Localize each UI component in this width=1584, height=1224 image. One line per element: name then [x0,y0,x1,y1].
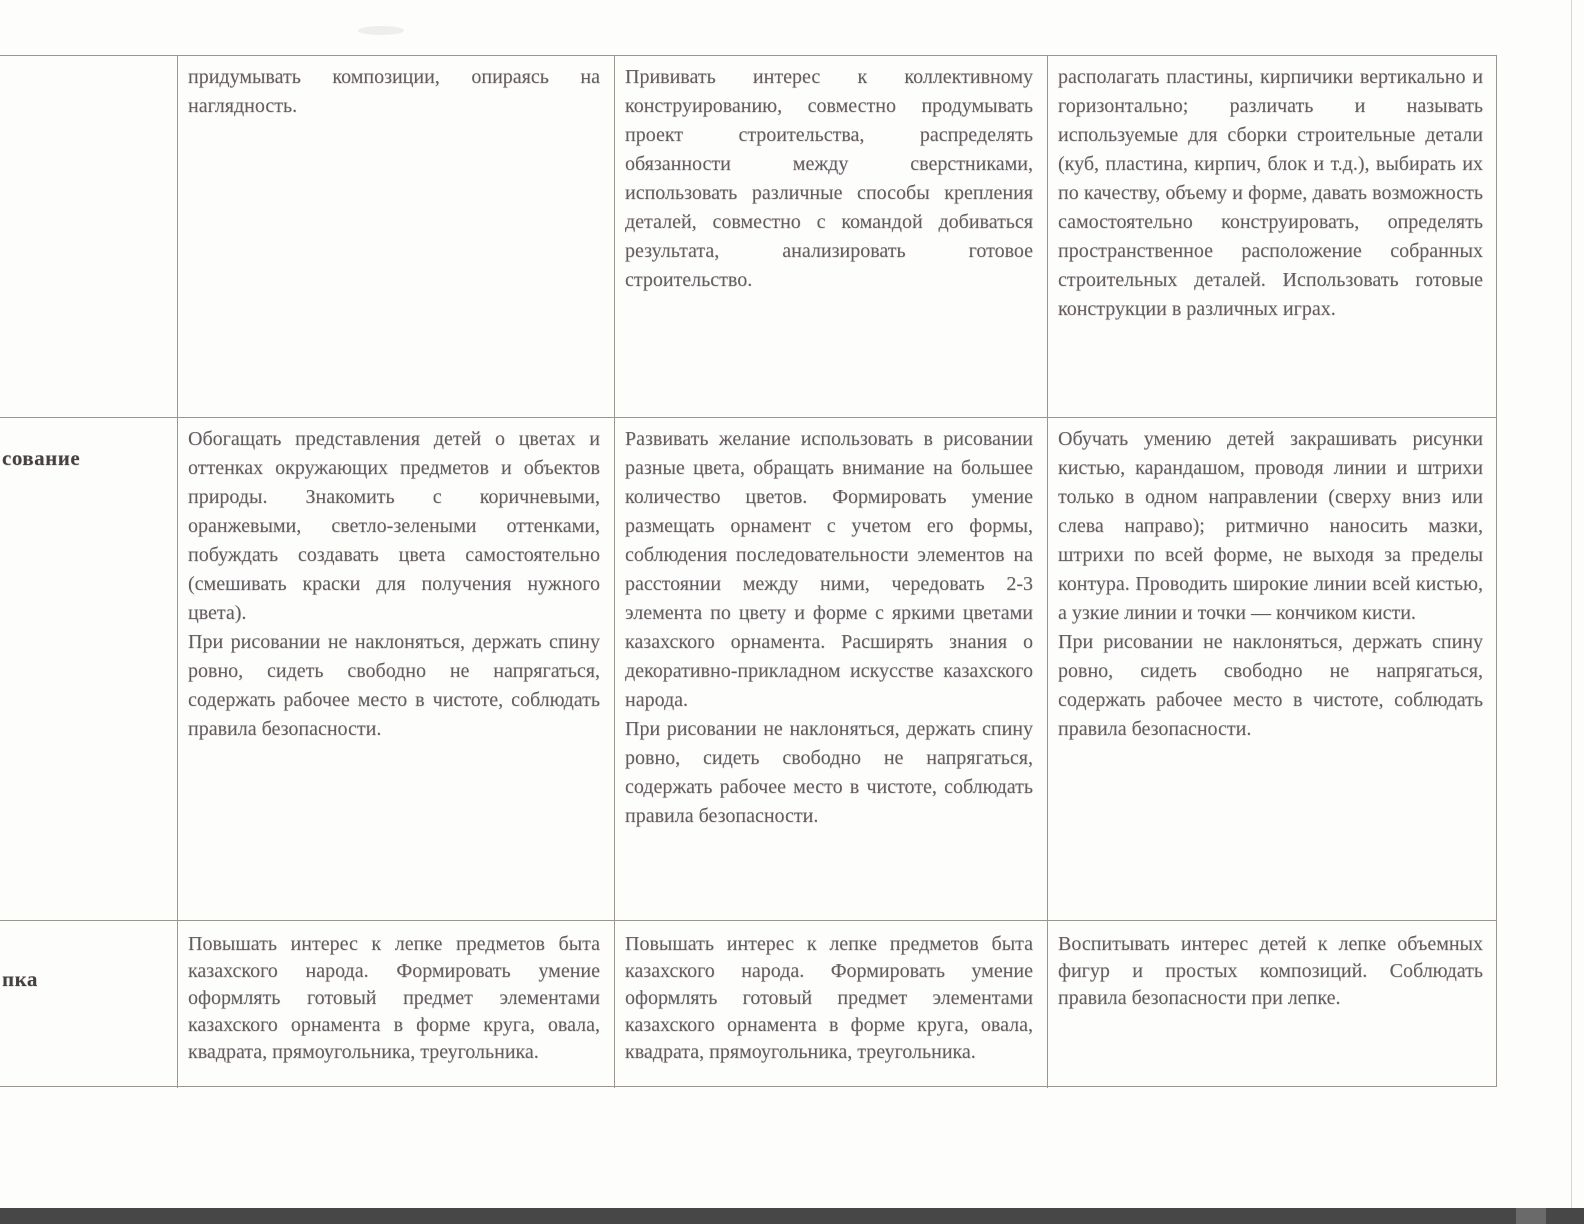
table-cell [1048,921,1497,1088]
cell-paragraph: Обогащать представления детей о цветах и оттенках окружающих предметов и объектов природы. Знакомить с коричневыми, оранжевыми, светло-зелеными оттенками, побуждать создавать цвета самостоятельно (смешивать краски для получения нужного цвета). [188,428,600,624]
row-label-empty [0,56,178,418]
cell-paragraph: Повышать интерес к лепке предметов быта казахского народа. Формировать умение оформлять готовый предмет элементами казахского орнамента в форме круга, овала, квадрата, прямоугольника, треугольника. [625,933,1033,1063]
scan-edge-line [1571,0,1572,1208]
row-label-text: пка [2,967,38,991]
table-cell [615,418,1048,921]
scan-bottom-bar-notch [1516,1208,1546,1224]
cell-paragraph: При рисовании не наклоняться, держать спину ровно, сидеть свободно не напрягаться, содержать рабочее место в чистоте, соблюдать правила безопасности. [1058,631,1483,740]
table-cell [1048,418,1497,921]
cell-paragraph: При рисовании не наклоняться, держать спину ровно, сидеть свободно не напрягаться, содержать рабочее место в чистоте, соблюдать правила безопасности. [188,631,600,740]
row-label-risovanie [0,418,178,921]
scan-bottom-bar [0,1208,1584,1224]
cell-paragraph: При рисовании не наклоняться, держать спину ровно, сидеть свободно не напрягаться, содержать рабочее место в чистоте, соблюдать правила безопасности. [625,718,1033,827]
scan-smudge-artifact [358,26,404,35]
cell-paragraph: придумывать композиции, опираясь на наглядность. [188,66,600,117]
table-cell [615,56,1048,418]
cell-paragraph: Воспитывать интерес детей к лепке объемных фигур и простых композиций. Соблюдать правила безопасности при лепке. [1058,933,1483,1009]
curriculum-table [0,55,1497,1087]
row-label-text: сование [2,446,81,470]
table-cell [178,56,615,418]
table-cell [178,921,615,1088]
cell-paragraph: Обучать умению детей закрашивать рисунки кистью, карандашом, проводя линии и штрихи только в одном направлении (сверху вниз или слева направо); ритмично наносить мазки, штрихи по всей форме, не выходя за пределы контура. Проводить широкие линии всей кистью, а узкие линии и точки — кончиком кисти. [1058,428,1483,624]
cell-paragraph: Развивать желание использовать в рисовании разные цвета, обращать внимание на большее количество цветов. Формировать умение размещать орнамент с учетом его формы, соблюдения последовательности элементов на расстоянии между ними, чередовать 2-3 элемента по цвету и форме с яркими цветами казахского орнамента. Расширять знания о декоративно-прикладном искусстве казахского народа. [625,428,1033,711]
cell-paragraph: Прививать интерес к коллективному конструированию, совместно продумывать проект строительства, распределять обязанности между сверстниками, использовать различные способы крепления деталей, совместно с командой добиваться результата, анализировать готовое строительство. [625,66,1033,291]
row-label-lepka [0,921,178,1088]
table-cell [615,921,1048,1088]
table-cell [1048,56,1497,418]
table-cell [178,418,615,921]
cell-paragraph: располагать пластины, кирпичики вертикально и горизонтально; различать и называть используемые для сборки строительные детали (куб, пластина, кирпич, блок и т.д.), выбирать их по качеству, объему и форме, давать возможность самостоятельно конструировать, определять пространственное расположение собранных строительных деталей. Использовать готовые конструкции в различных играх. [1058,66,1483,320]
cell-paragraph: Повышать интерес к лепке предметов быта казахского народа. Формировать умение оформлять готовый предмет элементами казахского орнамента в форме круга, овала, квадрата, прямоугольника, треугольника. [188,933,600,1063]
